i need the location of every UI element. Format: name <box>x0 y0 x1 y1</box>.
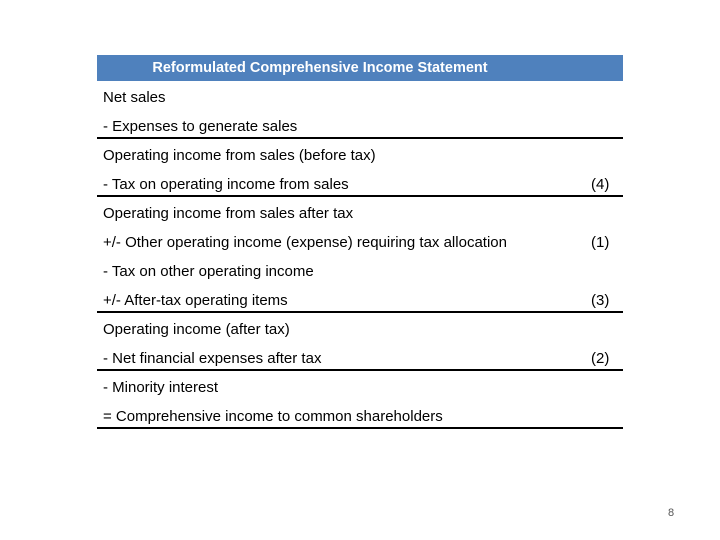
statement-row <box>97 197 623 226</box>
statement-row <box>97 313 623 342</box>
row-label: - Tax on operating income from sales <box>103 176 349 193</box>
row-label: Operating income from sales (before tax) <box>103 147 376 164</box>
statement-row <box>97 110 623 139</box>
row-label: - Expenses to generate sales <box>103 118 298 135</box>
row-label: Operating income from sales after tax <box>103 205 354 222</box>
statement-row <box>97 371 623 400</box>
statement-row <box>97 139 623 168</box>
row-label: +/- After-tax operating items <box>103 292 288 309</box>
row-note: (4) <box>591 176 610 193</box>
statement-row <box>97 284 623 313</box>
statement-row <box>97 400 623 429</box>
page-number: 8 <box>668 507 675 519</box>
row-label: - Tax on other operating income <box>103 263 314 280</box>
row-label: Operating income (after tax) <box>103 321 290 338</box>
statement-row <box>97 226 623 255</box>
row-label: - Minority interest <box>103 379 219 396</box>
row-label: = Comprehensive income to common shareholders <box>103 408 443 425</box>
row-note: (3) <box>591 292 610 309</box>
statement-title: Reformulated Comprehensive Income Statement <box>97 55 623 81</box>
statement-row <box>97 168 623 197</box>
statement-row <box>97 81 623 110</box>
income-statement-table <box>97 55 623 429</box>
row-label: - Net financial expenses after tax <box>103 350 322 367</box>
row-note: (2) <box>591 350 610 367</box>
row-label: Net sales <box>103 89 166 106</box>
statement-row <box>97 255 623 284</box>
row-label: +/- Other operating income (expense) requiring tax allocation <box>103 234 507 251</box>
statement-row <box>97 342 623 371</box>
row-note: (1) <box>591 234 610 251</box>
